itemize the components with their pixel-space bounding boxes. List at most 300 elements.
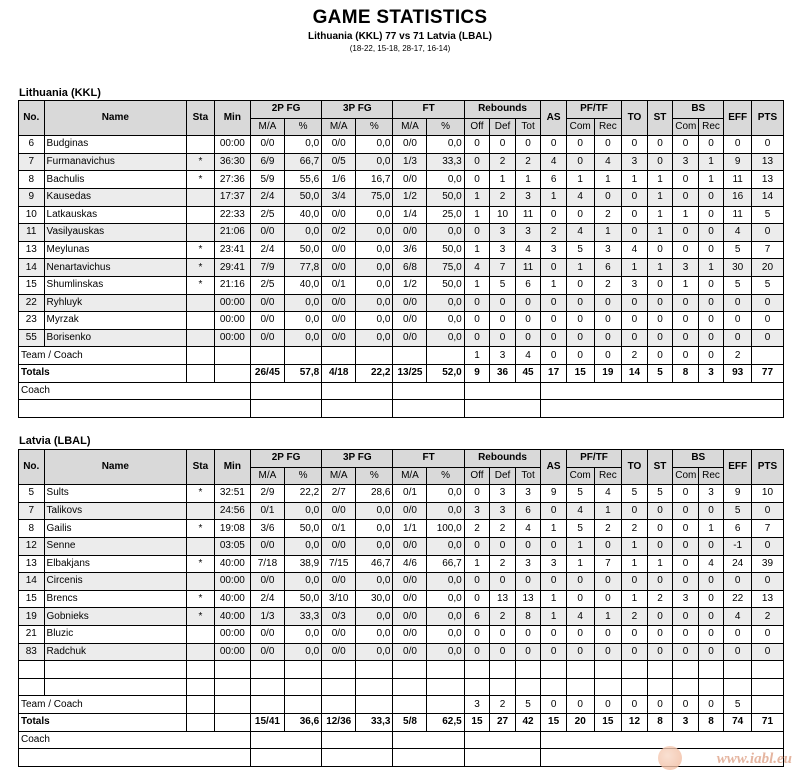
player-name: Meylunas xyxy=(44,241,187,259)
stat-cell: 1/3 xyxy=(393,153,427,171)
stat-cell: 75,0 xyxy=(356,188,393,206)
stat-cell: 0 xyxy=(566,206,594,224)
table-row xyxy=(19,608,784,626)
stat-cell: 7 xyxy=(19,502,45,520)
stat-cell: 0,0 xyxy=(356,643,393,661)
stat-cell: 1 xyxy=(647,224,673,242)
blank-cell xyxy=(724,661,752,679)
stat-cell: 3 xyxy=(515,188,541,206)
blank-cell xyxy=(393,347,427,365)
stat-cell: 75,0 xyxy=(427,259,464,277)
stat-cell: 0 xyxy=(724,625,752,643)
stat-cell: 1 xyxy=(566,555,594,573)
blank-cell xyxy=(566,678,594,696)
stat-cell: 1/3 xyxy=(250,608,284,626)
player-name: Budginas xyxy=(44,136,187,154)
stat-cell: 3 xyxy=(515,224,541,242)
stat-cell: 0,0 xyxy=(356,259,393,277)
stat-cell: 15 xyxy=(19,276,45,294)
stat-cell: 0 xyxy=(647,520,673,538)
stat-cell: 0 xyxy=(541,312,567,330)
stat-cell: 0/1 xyxy=(322,520,356,538)
stat-cell: 0,0 xyxy=(356,537,393,555)
stat-cell: 0 xyxy=(647,312,673,330)
totals-stat: 45 xyxy=(515,364,541,382)
stat-cell: 2 xyxy=(541,224,567,242)
totals-stat: 77 xyxy=(751,364,783,382)
stat-cell: 0 xyxy=(541,259,567,277)
stat-cell: 0/0 xyxy=(393,643,427,661)
col-subheader: M/A xyxy=(250,118,284,136)
stat-cell: 0,0 xyxy=(356,625,393,643)
stat-cell: 00:00 xyxy=(214,573,250,591)
team-coach-stat: 0 xyxy=(698,347,724,365)
stat-cell: 0,0 xyxy=(356,520,393,538)
stat-cell: 0,0 xyxy=(284,312,321,330)
team-coach-stat: 0 xyxy=(647,696,673,714)
blank-cell xyxy=(541,382,784,400)
player-name: Nenartavichus xyxy=(44,259,187,277)
stat-cell: 0 xyxy=(566,153,594,171)
blank-cell xyxy=(698,678,724,696)
stat-cell: 0,0 xyxy=(427,329,464,347)
col-header-2pfg: 2P FG xyxy=(250,450,321,468)
stat-cell: * xyxy=(187,276,215,294)
stat-cell: 7 xyxy=(751,520,783,538)
stat-cell: 4 xyxy=(566,502,594,520)
stat-cell: 22,2 xyxy=(284,485,321,503)
stat-cell: 0 xyxy=(622,312,648,330)
stat-cell: 13 xyxy=(19,555,45,573)
stat-cell: 2 xyxy=(594,276,622,294)
player-name: Myrzak xyxy=(44,312,187,330)
stat-cell: 1 xyxy=(566,259,594,277)
team-coach-stat xyxy=(751,347,783,365)
team-coach-stat: 3 xyxy=(464,696,490,714)
col-header-name: Name xyxy=(44,450,187,485)
stat-cell: 0,0 xyxy=(284,136,321,154)
blank-cell xyxy=(647,661,673,679)
blank-cell xyxy=(751,661,783,679)
stat-cell: 13 xyxy=(490,590,516,608)
stat-cell xyxy=(187,643,215,661)
stat-cell: 3/6 xyxy=(250,520,284,538)
blank-cell xyxy=(44,661,187,679)
stat-cell: 0 xyxy=(647,608,673,626)
team-coach-stat: 1 xyxy=(464,347,490,365)
blank-cell xyxy=(464,731,541,749)
stat-cell: 8 xyxy=(19,520,45,538)
stat-cell: 0,0 xyxy=(427,590,464,608)
stat-cell: 0 xyxy=(751,136,783,154)
col-subheader: Rec xyxy=(698,118,724,136)
stat-cell: 9 xyxy=(724,485,752,503)
player-name: Vasilyauskas xyxy=(44,224,187,242)
stat-cell: 0 xyxy=(594,573,622,591)
stat-cell: 0 xyxy=(698,329,724,347)
blank-cell xyxy=(214,347,250,365)
stat-cell: 0 xyxy=(698,136,724,154)
team-coach-stat: 2 xyxy=(622,347,648,365)
team-coach-stat: 0 xyxy=(541,347,567,365)
totals-stat: 12/36 xyxy=(322,713,356,731)
stat-cell: 0 xyxy=(490,294,516,312)
stat-cell: 0 xyxy=(594,329,622,347)
blank-cell xyxy=(322,731,393,749)
stat-cell: 2 xyxy=(515,153,541,171)
stat-cell: 0 xyxy=(751,625,783,643)
blank-cell xyxy=(673,661,699,679)
blank-cell xyxy=(250,678,284,696)
team-coach-stat: 0 xyxy=(541,696,567,714)
stat-cell xyxy=(187,188,215,206)
stat-cell: 0 xyxy=(541,502,567,520)
table-row xyxy=(19,329,784,347)
col-header-st: ST xyxy=(647,450,673,485)
stat-cell: 00:00 xyxy=(214,294,250,312)
col-subheader: Tot xyxy=(515,118,541,136)
totals-stat: 13/25 xyxy=(393,364,427,382)
stat-cell: 0 xyxy=(751,224,783,242)
stat-cell: 0 xyxy=(490,625,516,643)
blank-cell xyxy=(393,678,427,696)
stat-cell: 2/4 xyxy=(250,241,284,259)
table-row xyxy=(19,485,784,503)
player-name: Senne xyxy=(44,537,187,555)
stat-cell: 13 xyxy=(751,590,783,608)
stat-cell: 4 xyxy=(594,153,622,171)
stat-cell: 0 xyxy=(622,625,648,643)
stat-cell: 5 xyxy=(724,276,752,294)
table-row xyxy=(19,312,784,330)
table-row xyxy=(19,555,784,573)
stat-cell: 0/0 xyxy=(250,312,284,330)
stat-cell: 0 xyxy=(566,329,594,347)
col-subheader: % xyxy=(356,118,393,136)
stat-cell: 1 xyxy=(566,537,594,555)
blank-cell xyxy=(214,661,250,679)
stat-cell: * xyxy=(187,171,215,189)
stat-cell: 3/10 xyxy=(322,590,356,608)
stat-cell: 0,0 xyxy=(284,625,321,643)
stat-cell: 3 xyxy=(673,590,699,608)
team-coach-stat: 0 xyxy=(594,696,622,714)
stat-cell: 3 xyxy=(490,485,516,503)
stat-cell: 0,0 xyxy=(427,537,464,555)
stat-cell: 0 xyxy=(647,241,673,259)
stat-cell: 0 xyxy=(698,294,724,312)
stat-cell: 0 xyxy=(541,136,567,154)
table-row xyxy=(19,573,784,591)
team-coach-stat: 0 xyxy=(622,696,648,714)
stat-cell: 1 xyxy=(594,224,622,242)
stat-cell: 8 xyxy=(19,171,45,189)
stat-cell: 2 xyxy=(464,520,490,538)
stat-cell: 0,0 xyxy=(284,643,321,661)
stat-cell: 23:41 xyxy=(214,241,250,259)
stat-cell: 15 xyxy=(19,590,45,608)
stat-cell: 32:51 xyxy=(214,485,250,503)
totals-stat: 15 xyxy=(566,364,594,382)
stat-cell: -1 xyxy=(724,537,752,555)
stat-cell: 0,0 xyxy=(427,608,464,626)
stat-cell: 0/0 xyxy=(322,643,356,661)
stat-cell: 0/0 xyxy=(393,502,427,520)
stat-cell: 5 xyxy=(19,485,45,503)
stat-cell: 0 xyxy=(673,171,699,189)
stat-cell: 1 xyxy=(698,520,724,538)
stat-cell: 0 xyxy=(594,294,622,312)
stat-cell: 1 xyxy=(594,608,622,626)
table-row xyxy=(19,294,784,312)
stat-cell: 6/8 xyxy=(393,259,427,277)
stat-cell: 40:00 xyxy=(214,555,250,573)
stat-cell: 19 xyxy=(19,608,45,626)
stat-cell: 0 xyxy=(647,502,673,520)
stat-cell: 2 xyxy=(594,520,622,538)
stat-cell: 00:00 xyxy=(214,329,250,347)
col-subheader: Com xyxy=(673,118,699,136)
blank-cell xyxy=(284,347,321,365)
stat-cell: 0 xyxy=(698,608,724,626)
stat-cell: 0 xyxy=(490,537,516,555)
stat-cell: 21 xyxy=(19,625,45,643)
stat-cell: 1 xyxy=(594,502,622,520)
report-header xyxy=(0,6,800,54)
stat-cell: 11 xyxy=(724,171,752,189)
stat-cell: 0 xyxy=(673,188,699,206)
col-subheader: % xyxy=(284,467,321,485)
stat-cell: 0 xyxy=(673,502,699,520)
player-name: Sults xyxy=(44,485,187,503)
stat-cell: 66,7 xyxy=(427,555,464,573)
stat-cell: 0 xyxy=(673,608,699,626)
stat-cell: 33,3 xyxy=(284,608,321,626)
stat-cell: 3 xyxy=(464,502,490,520)
stat-cell: 1 xyxy=(541,276,567,294)
stat-cell: 0 xyxy=(490,573,516,591)
stat-cell: 50,0 xyxy=(427,241,464,259)
stat-cell: 1 xyxy=(622,259,648,277)
stat-cell: 0,0 xyxy=(427,502,464,520)
blank-cell xyxy=(322,382,393,400)
player-name: Ryhluyk xyxy=(44,294,187,312)
blank-cell xyxy=(187,364,215,382)
totals-label: Totals xyxy=(19,713,187,731)
blank-cell xyxy=(393,382,464,400)
totals-stat: 3 xyxy=(698,364,724,382)
stat-cell: 1 xyxy=(673,206,699,224)
stat-cell: 0 xyxy=(515,625,541,643)
blank-cell xyxy=(751,678,783,696)
totals-stat: 42 xyxy=(515,713,541,731)
stat-cell xyxy=(187,625,215,643)
team-name-home: Lithuania (KKL) xyxy=(19,87,101,99)
stat-cell: 2 xyxy=(490,188,516,206)
stat-cell: 4/6 xyxy=(393,555,427,573)
stat-cell: 0 xyxy=(698,502,724,520)
stats-table-away xyxy=(18,449,784,767)
stat-cell: 0 xyxy=(647,625,673,643)
stat-cell: 0 xyxy=(698,312,724,330)
stat-cell: 0 xyxy=(751,294,783,312)
stat-cell: 0 xyxy=(698,241,724,259)
stat-cell: * xyxy=(187,608,215,626)
blank-cell xyxy=(322,400,393,418)
stat-cell: 0 xyxy=(622,502,648,520)
stat-cell: 0 xyxy=(724,312,752,330)
stat-cell: 0 xyxy=(594,188,622,206)
blank-cell xyxy=(427,661,464,679)
stat-cell: 50,0 xyxy=(284,188,321,206)
stat-cell: 4 xyxy=(594,485,622,503)
stat-cell: 10 xyxy=(490,206,516,224)
blank-cell xyxy=(284,696,321,714)
stat-cell: 3/6 xyxy=(393,241,427,259)
stat-cell: 0 xyxy=(673,294,699,312)
stat-cell: 1 xyxy=(490,171,516,189)
stat-cell: 5 xyxy=(490,276,516,294)
col-header-3pfg: 3P FG xyxy=(322,101,393,119)
stat-cell: 7/18 xyxy=(250,555,284,573)
stat-cell: 0/1 xyxy=(250,502,284,520)
table-row xyxy=(19,171,784,189)
stat-cell: 0/0 xyxy=(393,537,427,555)
col-header-as: AS xyxy=(541,450,567,485)
stat-cell: 0 xyxy=(622,206,648,224)
stat-cell: 40:00 xyxy=(214,608,250,626)
stat-cell: 2 xyxy=(490,520,516,538)
stat-cell: 0 xyxy=(751,329,783,347)
stat-cell: 1 xyxy=(673,276,699,294)
stat-cell: 22:33 xyxy=(214,206,250,224)
stat-cell: 7/9 xyxy=(250,259,284,277)
stat-cell: 0 xyxy=(566,625,594,643)
stat-cell: 0 xyxy=(751,502,783,520)
stat-cell: 21:16 xyxy=(214,276,250,294)
stat-cell: 0,0 xyxy=(356,136,393,154)
blank-cell xyxy=(187,661,215,679)
stat-cell: 30 xyxy=(724,259,752,277)
totals-stat: 8 xyxy=(698,713,724,731)
table-row xyxy=(19,136,784,154)
stat-cell: 8 xyxy=(515,608,541,626)
stat-cell: 9 xyxy=(541,485,567,503)
col-header-sta: Sta xyxy=(187,101,215,136)
stat-cell: 2/9 xyxy=(250,485,284,503)
player-name: Bachulis xyxy=(44,171,187,189)
stat-cell: 33,3 xyxy=(427,153,464,171)
stat-cell: 4 xyxy=(566,608,594,626)
team-coach-stat: 0 xyxy=(673,347,699,365)
stat-cell: 7 xyxy=(19,153,45,171)
totals-stat: 15 xyxy=(541,713,567,731)
stat-cell: 11 xyxy=(724,206,752,224)
stat-cell: 0 xyxy=(698,625,724,643)
stat-cell: 16,7 xyxy=(356,171,393,189)
col-header-bs: BS xyxy=(673,101,724,119)
stat-cell: 7 xyxy=(751,241,783,259)
stat-cell: 2 xyxy=(751,608,783,626)
col-header-no: No. xyxy=(19,450,45,485)
stat-cell: 1 xyxy=(541,520,567,538)
blank-cell xyxy=(187,347,215,365)
stat-cell: 13 xyxy=(19,241,45,259)
team-coach-stat: 0 xyxy=(566,347,594,365)
stat-cell xyxy=(187,329,215,347)
stat-cell: 1 xyxy=(698,153,724,171)
stat-cell: 7 xyxy=(490,259,516,277)
stat-cell: 0/0 xyxy=(250,329,284,347)
blank-cell xyxy=(698,661,724,679)
blank-cell xyxy=(622,661,648,679)
col-header-as: AS xyxy=(541,101,567,136)
stat-cell: 21:06 xyxy=(214,224,250,242)
player-name: Shumlinskas xyxy=(44,276,187,294)
stat-cell: 0,0 xyxy=(356,573,393,591)
stat-cell: 0 xyxy=(673,136,699,154)
totals-stat: 19 xyxy=(594,364,622,382)
stat-cell: 0 xyxy=(622,224,648,242)
stat-cell: 0 xyxy=(515,136,541,154)
stat-cell: 1 xyxy=(698,171,724,189)
player-name: Bluzic xyxy=(44,625,187,643)
stat-cell: 4 xyxy=(724,608,752,626)
totals-stat: 14 xyxy=(622,364,648,382)
stat-cell: 13 xyxy=(515,590,541,608)
team-coach-stat: 0 xyxy=(594,347,622,365)
totals-stat: 36 xyxy=(490,364,516,382)
totals-stat: 8 xyxy=(673,364,699,382)
stat-cell: 0 xyxy=(647,276,673,294)
stat-cell: 0 xyxy=(515,329,541,347)
stat-cell: 100,0 xyxy=(427,520,464,538)
stat-cell: 0 xyxy=(622,573,648,591)
stat-cell: 0,0 xyxy=(284,573,321,591)
stat-cell: 0 xyxy=(673,241,699,259)
stat-cell: 0 xyxy=(464,329,490,347)
col-header-ft: FT xyxy=(393,450,464,468)
stat-cell: 0/1 xyxy=(393,485,427,503)
stat-cell: 0 xyxy=(622,294,648,312)
col-header-to: TO xyxy=(622,450,648,485)
blank-cell xyxy=(464,382,541,400)
stat-cell: 0,0 xyxy=(284,294,321,312)
blank-cell xyxy=(541,678,567,696)
stat-cell: 28,6 xyxy=(356,485,393,503)
stat-cell: 3 xyxy=(541,555,567,573)
stat-cell: 0/2 xyxy=(322,224,356,242)
stat-cell: 3 xyxy=(698,485,724,503)
stat-cell: 4 xyxy=(541,153,567,171)
stat-cell: 0 xyxy=(541,537,567,555)
stat-cell: 0 xyxy=(673,643,699,661)
stat-cell: 0 xyxy=(541,294,567,312)
stat-cell: 1 xyxy=(566,171,594,189)
stat-cell: 6 xyxy=(515,502,541,520)
stat-cell: 14 xyxy=(19,573,45,591)
stat-cell: 0 xyxy=(541,625,567,643)
stat-cell: 0,0 xyxy=(356,224,393,242)
stat-cell: 0,0 xyxy=(284,224,321,242)
stat-cell: 24:56 xyxy=(214,502,250,520)
stat-cell: 0/0 xyxy=(250,136,284,154)
stat-cell: 14 xyxy=(751,188,783,206)
stat-cell: 5/9 xyxy=(250,171,284,189)
stat-cell: 11 xyxy=(515,259,541,277)
stat-cell: 5 xyxy=(751,206,783,224)
col-header-pftf: PF/TF xyxy=(566,101,621,119)
